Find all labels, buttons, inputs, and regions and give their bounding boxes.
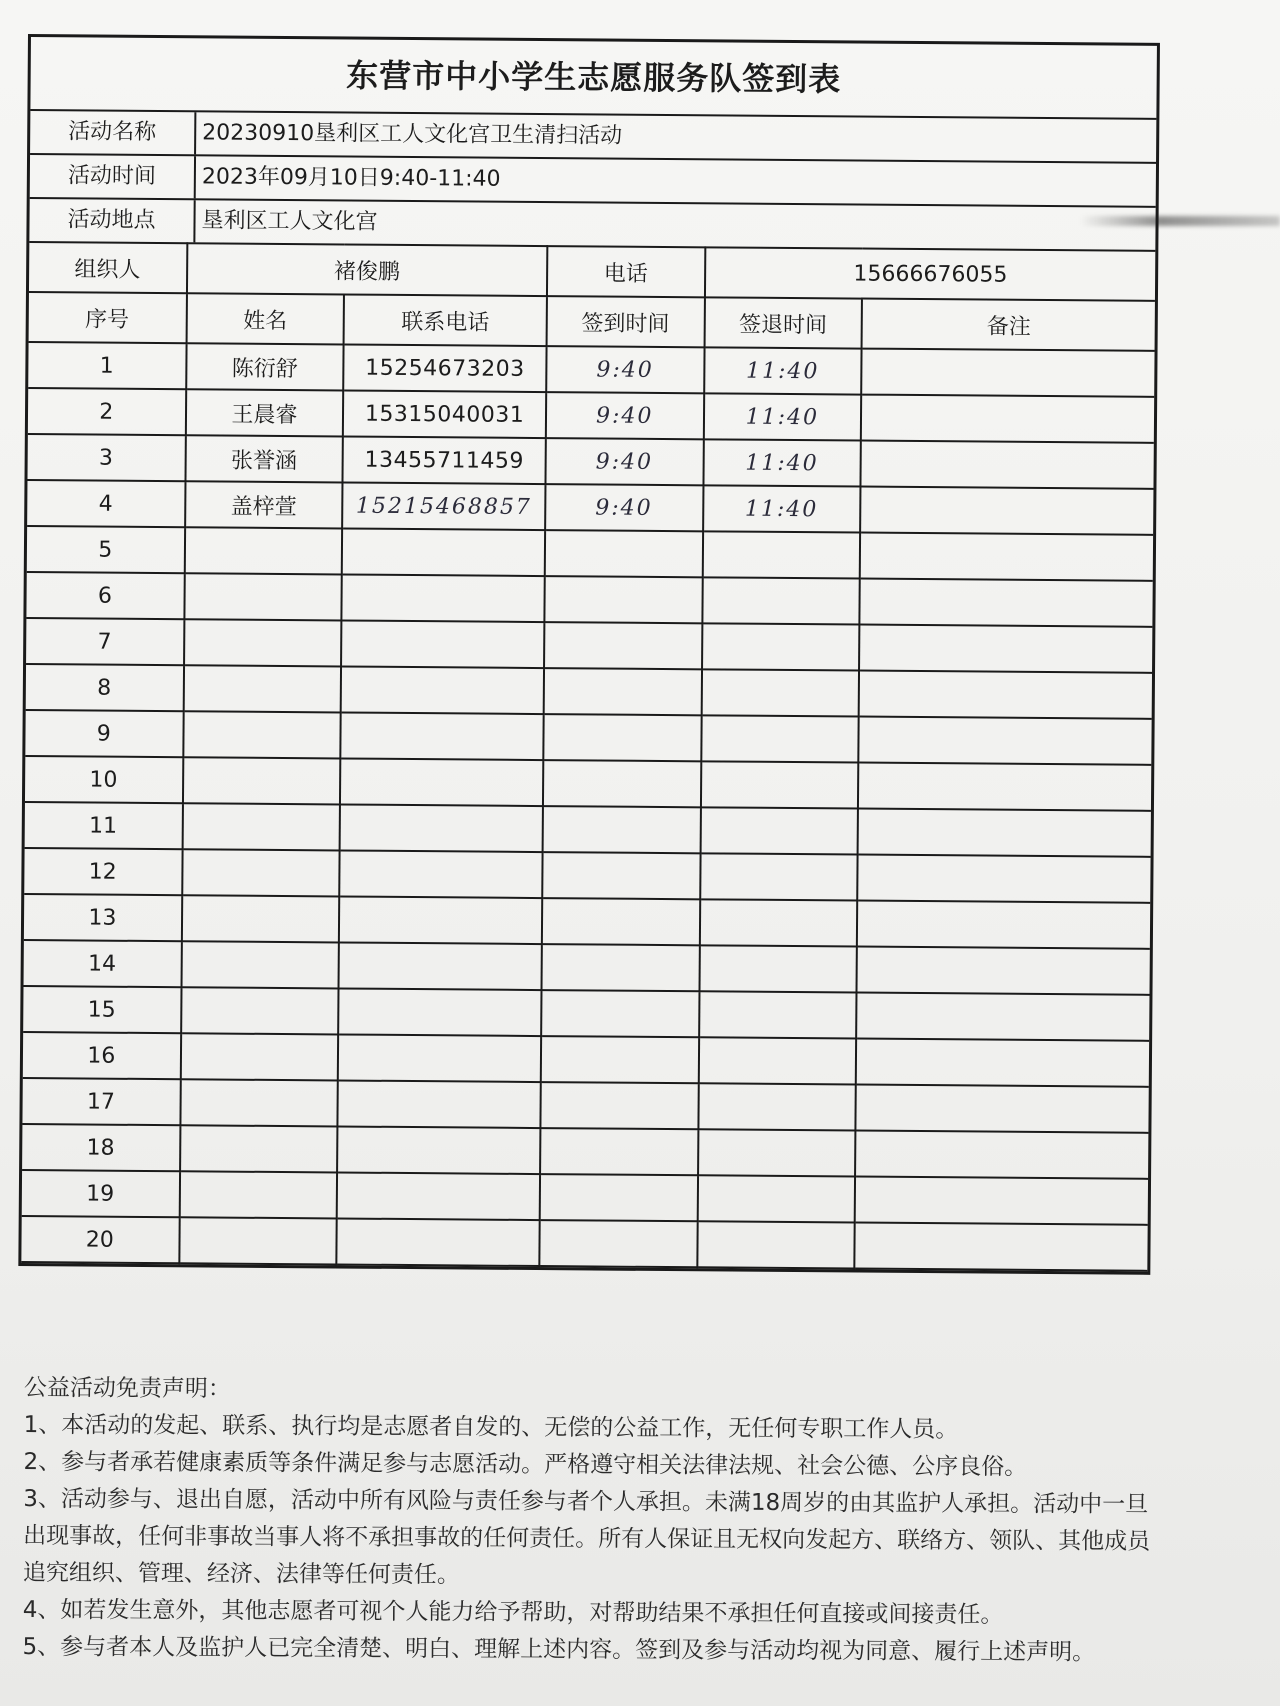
organizer-name: 褚俊鹏: [187, 243, 548, 296]
table-header-row: [29, 292, 1155, 351]
activity-name-value: 20230910垦利区工人文化宫卫生清扫活动: [202, 120, 623, 149]
row-number: 13: [24, 894, 182, 941]
row-number: 10: [25, 756, 183, 803]
row-name: [184, 527, 342, 574]
disclaimer-item: 3、活动参与、退出自愿，活动中所有风险与责任参与者个人承担。未满18周岁的由其监护人承担。活动中一旦出现事故，任何非事故当事人将不承担事故的任何责任。所有人保证且无权向发起方、联络方、领队、其他成员追究组织、管理、经济、法律等任何责任。: [22, 1485, 1151, 1589]
row-phone: [341, 712, 544, 760]
row-name: [183, 757, 341, 804]
row-checkout: [702, 623, 860, 670]
row-number: 12: [24, 848, 182, 895]
row-checkin: [542, 852, 700, 899]
row-phone: [338, 988, 541, 1036]
row-name: [180, 1079, 338, 1126]
row-name: 张誉涵: [185, 435, 343, 482]
disclaimer-item: 5、参与者本人及监护人已完全清楚、明白、理解上述内容。签到及参与活动均视为同意、履行上述声明。: [22, 1633, 1096, 1666]
row-number: 6: [26, 572, 184, 619]
row-checkin: 9:40: [545, 484, 703, 531]
row-note: [857, 901, 1150, 949]
column-header: 序号: [29, 292, 187, 343]
row-checkout: [698, 1083, 856, 1130]
row-checkin: [540, 1174, 698, 1221]
row-number: 16: [23, 1032, 181, 1079]
row-phone: [339, 850, 542, 898]
row-checkin: [541, 1036, 699, 1083]
activity-place-value: 垦利区工人文化宫: [201, 208, 378, 235]
organizer-phone: 15666676055: [704, 247, 1155, 301]
row-phone: 13455711459: [343, 436, 546, 484]
row-phone: [342, 574, 545, 622]
activity-time-label: 活动时间: [30, 155, 196, 198]
row-checkout: [697, 1221, 855, 1268]
row-note: [860, 579, 1153, 627]
row-name: [181, 987, 339, 1034]
disclaimer-item: 1、本活动的发起、联系、执行均是志愿者自发的、无偿的公益工作，无任何专职工作人员。: [23, 1411, 959, 1443]
row-number: 8: [26, 664, 184, 711]
row-checkin: [544, 622, 702, 669]
row-phone: 15215468857: [342, 482, 545, 530]
row-name: [179, 1217, 337, 1264]
row-note: [861, 441, 1154, 489]
column-header: 备注: [862, 299, 1155, 351]
row-name: [180, 1125, 338, 1172]
sign-in-table: [21, 241, 1155, 1272]
row-number: 20: [21, 1216, 179, 1263]
form-title: 东营市中小学生志愿服务队签到表: [30, 37, 1157, 120]
row-number: 17: [22, 1078, 180, 1125]
row-note: [858, 809, 1151, 857]
row-name: 陈衍舒: [186, 343, 344, 390]
row-phone: [339, 942, 542, 990]
row-phone: [341, 666, 544, 714]
row-number: 3: [27, 434, 185, 481]
row-name: [182, 803, 340, 850]
row-phone: [337, 1126, 540, 1174]
row-name: [179, 1171, 337, 1218]
row-checkin: [541, 990, 699, 1037]
row-checkout: [701, 715, 859, 762]
row-note: [856, 1085, 1149, 1133]
activity-place-label: 活动地点: [29, 199, 195, 242]
row-checkout: [699, 945, 857, 992]
sign-in-form: [18, 34, 1160, 1275]
row-note: [861, 395, 1154, 443]
row-name: [183, 665, 341, 712]
row-name: [184, 573, 342, 620]
row-checkin: [544, 576, 702, 623]
row-checkin: [543, 714, 701, 761]
row-note: [858, 763, 1151, 811]
row-checkin: [540, 1128, 698, 1175]
row-checkout: 11:40: [703, 439, 861, 486]
row-phone: [338, 1080, 541, 1128]
disclaimer-item: 2、参与者承若健康素质等条件满足参与志愿活动。严格遵守相关法律法规、社会公德、公序良俗。: [23, 1448, 1028, 1481]
activity-name-label: 活动名称: [30, 111, 196, 154]
row-checkout: [702, 577, 860, 624]
row-checkout: 11:40: [703, 485, 861, 532]
column-header: 联系电话: [344, 294, 547, 346]
organizer-label: 组织人: [29, 242, 187, 293]
row-note: [861, 349, 1154, 397]
table-row: [21, 1216, 1147, 1271]
row-name: [184, 619, 342, 666]
disclaimer-section: [22, 1370, 1164, 1672]
row-checkin: [543, 806, 701, 853]
row-number: 14: [24, 940, 182, 987]
row-phone: [340, 804, 543, 852]
disclaimer-heading: 公益活动免责声明：: [23, 1374, 231, 1403]
row-checkin: 9:40: [545, 438, 703, 485]
row-note: [855, 1131, 1148, 1179]
row-phone: [341, 620, 544, 668]
row-phone: [340, 758, 543, 806]
column-header: 姓名: [186, 293, 344, 344]
row-number: 9: [25, 710, 183, 757]
row-checkout: [699, 991, 857, 1038]
row-note: [856, 993, 1149, 1041]
row-name: [182, 895, 340, 942]
row-number: 11: [25, 802, 183, 849]
row-checkin: [545, 530, 703, 577]
row-checkin: [542, 898, 700, 945]
row-note: [858, 717, 1151, 765]
organizer-phone-label: 电话: [547, 246, 705, 297]
row-checkin: 9:40: [546, 346, 704, 393]
row-checkout: [702, 531, 860, 578]
activity-place-row: [29, 199, 1155, 250]
disclaimer-item: 4、如若发生意外，其他志愿者可视个人能力给予帮助，对帮助结果不承担任何直接或间接责任。: [22, 1596, 1004, 1629]
row-checkout: [698, 1129, 856, 1176]
row-name: [182, 849, 340, 896]
row-note: [855, 1223, 1148, 1271]
row-number: 4: [27, 480, 185, 527]
row-checkin: [541, 944, 699, 991]
activity-time-value: 2023年09月10日9:40-11:40: [201, 164, 501, 192]
row-note: [857, 855, 1150, 903]
column-header: 签到时间: [546, 296, 704, 347]
row-checkin: [540, 1082, 698, 1129]
row-name: [181, 941, 339, 988]
row-note: [856, 1039, 1149, 1087]
row-checkin: 9:40: [546, 392, 704, 439]
row-phone: 15254673203: [343, 344, 546, 392]
row-number: 18: [22, 1124, 180, 1171]
row-number: 1: [28, 342, 186, 389]
row-checkout: [700, 853, 858, 900]
row-checkout: [699, 899, 857, 946]
row-phone: [342, 528, 545, 576]
row-name: 盖梓萱: [185, 481, 343, 528]
row-name: [183, 711, 341, 758]
row-number: 19: [22, 1170, 180, 1217]
row-phone: 15315040031: [343, 390, 546, 438]
column-header: 签退时间: [704, 297, 862, 348]
row-checkout: [701, 669, 859, 716]
row-number: 2: [28, 388, 186, 435]
row-note: [857, 947, 1150, 995]
row-checkin: [539, 1220, 697, 1267]
row-name: [180, 1033, 338, 1080]
row-checkout: 11:40: [704, 347, 862, 394]
row-checkin: [544, 668, 702, 715]
row-note: [859, 625, 1152, 673]
row-checkin: [543, 760, 701, 807]
row-note: [860, 533, 1153, 581]
row-checkout: [700, 807, 858, 854]
row-checkout: [697, 1175, 855, 1222]
row-checkout: [700, 761, 858, 808]
row-phone: [339, 896, 542, 944]
row-phone: [337, 1172, 540, 1220]
row-phone: [338, 1034, 541, 1082]
row-checkout: [698, 1037, 856, 1084]
row-number: 15: [23, 986, 181, 1033]
row-note: [859, 671, 1152, 719]
row-note: [860, 487, 1153, 535]
row-number: 5: [27, 526, 185, 573]
organizer-row: [29, 242, 1155, 301]
row-note: [855, 1177, 1148, 1225]
row-name: 王晨睿: [185, 389, 343, 436]
row-phone: [337, 1218, 540, 1266]
row-number: 7: [26, 618, 184, 665]
row-checkout: 11:40: [703, 393, 861, 440]
